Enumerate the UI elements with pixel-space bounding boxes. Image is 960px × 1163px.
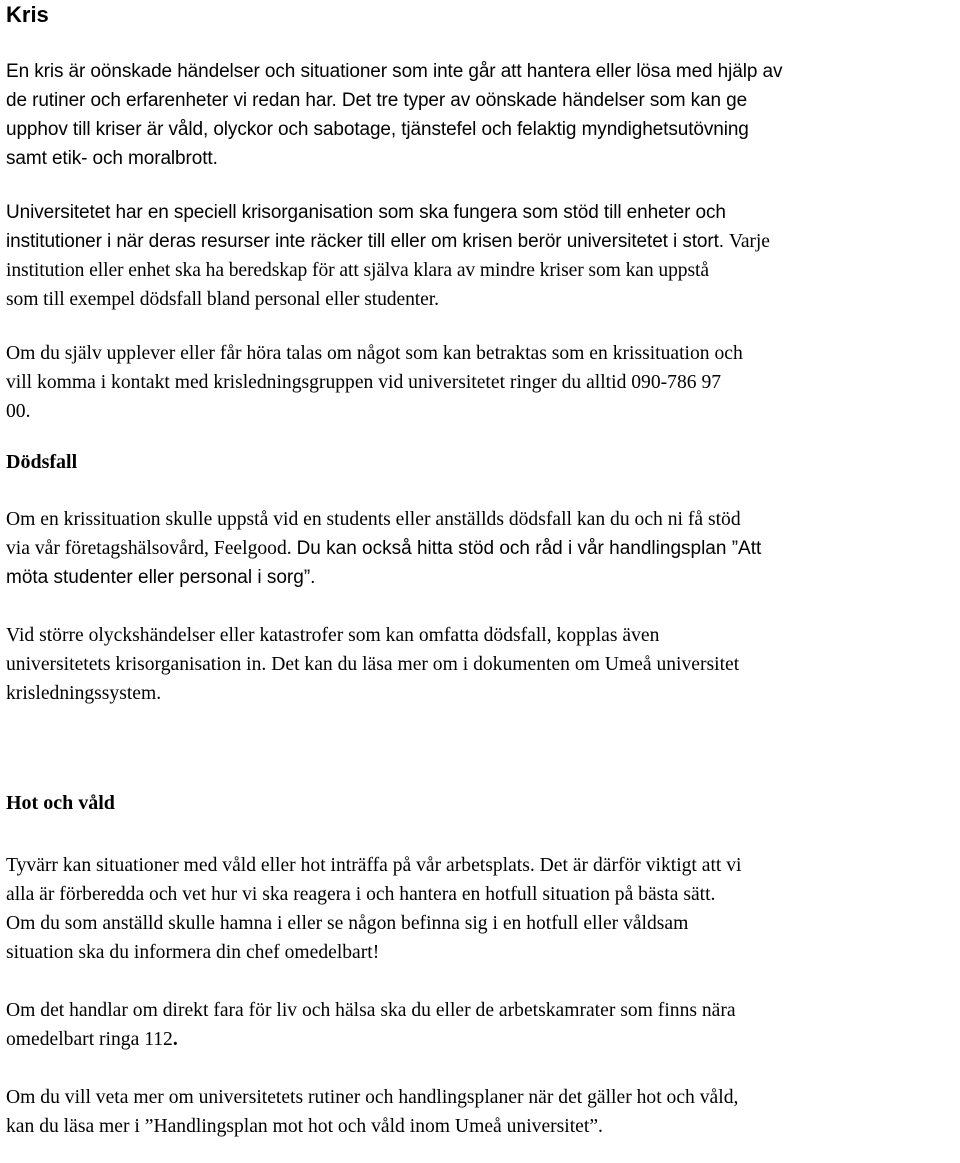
hot-paragraph-2 [6,996,960,1054]
text-line: som till exempel dödsfall bland personal eller studenter. [6,289,439,310]
page-title: Kris [6,2,49,27]
text-line: En kris är oönskade händelser och situationer som inte går att hantera eller lösa med hjälp av [6,61,783,82]
text-span: Det är därför viktigt att vi [539,855,742,876]
text-line [6,1025,960,1054]
section-heading-dodsfall: Dödsfall [6,451,78,473]
text-line: Om du vill veta mer om universitetets rutiner och handlingsplaner när det gäller hot och våld, [6,1087,739,1108]
text-line: alla är förberedda och vet hur vi ska reagera i och hantera en hotfull situation på bästa sätt. [6,884,716,905]
text-line: institution eller enhet ska ha beredskap för att själva klara av mindre kriser som kan uppstå [6,260,709,281]
intro-paragraph-1 [6,57,960,173]
text-line: Vid större olyckshändelser eller katastrofer som kan omfatta dödsfall, kopplas även [6,625,660,646]
text-line: kan du läsa mer i ”Handlingsplan mot hot och våld inom Umeå universitet”. [6,1116,603,1137]
text-line: de rutiner och erfarenheter vi redan har. Det tre typer av oönskade händelser som kan ge [6,90,748,111]
text-span: institutioner i när deras resurser inte räcker till eller om krisen berör universitetet i stort. [6,231,724,252]
text-line: 00. [6,401,31,422]
text-line: upphov till kriser är våld, olyckor och sabotage, tjänstefel och felaktig myndighetsutövning [6,119,749,140]
text-line: Universitetet har en speciell krisorganisation som ska fungera som stöd till enheter och [6,202,726,223]
hot-paragraph-1 [6,851,960,967]
text-span: Tyvärr kan situationer med våld eller hot inträffa på vår arbetsplats. [6,855,535,876]
text-line: Om det handlar om direkt fara för liv och hälsa ska du eller de arbetskamrater som finns nära [6,1000,736,1021]
hot-paragraph-3 [6,1083,960,1141]
text-line: krisledningssystem. [6,683,162,704]
text-span: Det kan du läsa mer om i dokumenten om Umeå universitet [271,654,740,675]
text-span: Du kan också hitta stöd och råd i vår handlingsplan ”Att [296,538,762,559]
text-span: Varje [728,231,770,252]
dodsfall-paragraph-1 [6,505,960,592]
text-line [6,534,960,563]
text-line [6,851,960,880]
intro-paragraph-3 [6,339,960,426]
text-line: Om en krissituation skulle uppstå vid en students eller anställds dödsfall kan du och ni få stöd [6,509,741,530]
text-span: universitetets krisorganisation in. [6,654,267,675]
text-line [6,650,960,679]
text-line: Om du som anställd skulle hamna i eller se någon befinna sig i en hotfull eller våldsam [6,913,689,934]
text-span-bold: . [172,1029,178,1050]
text-line: samt etik- och moralbrott. [6,148,218,169]
text-line: situation ska du informera din chef omedelbart! [6,942,380,963]
text-line: vill komma i kontakt med krisledningsgruppen vid universitetet ringer du alltid 090-786 97 [6,372,722,393]
text-line: möta studenter eller personal i sorg”. [6,567,316,588]
text-line: Om du själv upplever eller får höra talas om något som kan betraktas som en krissituation och [6,343,743,364]
text-line [6,227,960,256]
text-span: via vår företagshälsovård, Feelgood. [6,538,292,559]
text-span: omedelbart ringa 112 [6,1029,173,1050]
intro-paragraph-2 [6,198,960,314]
dodsfall-paragraph-2 [6,621,960,708]
section-heading-hot-och-vald: Hot och våld [6,792,115,814]
